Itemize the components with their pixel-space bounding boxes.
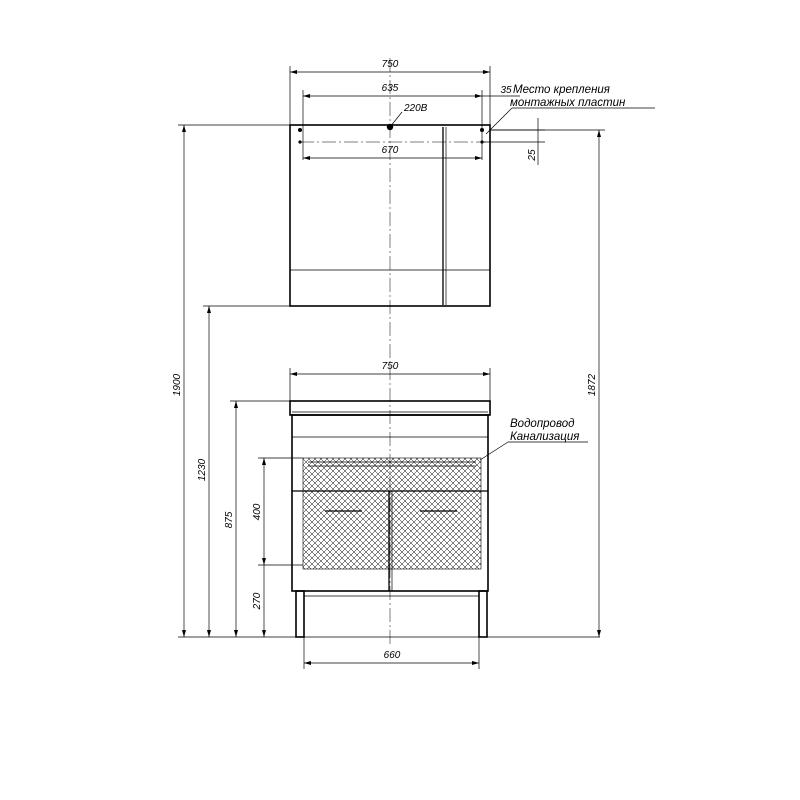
dim-plate-height: 25 [527, 149, 538, 161]
dim-vanity-width: 750 [381, 361, 399, 372]
dim-service-zone: 400 [252, 503, 263, 521]
mounting-note-line2: монтажных пластин [510, 97, 626, 109]
plumbing-note-line2: Канализация [510, 431, 580, 443]
socket-label: 220B [404, 103, 428, 114]
mirror-dimensions [290, 59, 655, 165]
dim-plate-offset: 35 [500, 85, 512, 96]
dim-plates-span: 635 [381, 83, 399, 94]
dim-leg-height: 270 [252, 592, 263, 610]
leg-right [479, 591, 487, 637]
dim-mirror-bottom: 1230 [197, 458, 208, 482]
leg-left [296, 591, 304, 637]
dim-mirror-width: 750 [381, 59, 399, 70]
dim-inner-width: 670 [381, 145, 399, 156]
dim-overall-height: 1900 [172, 373, 183, 397]
mounting-note-line1: Место крепления [513, 84, 610, 96]
dim-legs-span: 660 [383, 650, 401, 661]
mounting-screw-icon [298, 140, 301, 143]
dim-counter-height: 875 [224, 511, 235, 529]
dim-cabinet-top: 1872 [587, 373, 598, 397]
mounting-screw-icon [298, 128, 302, 132]
plumbing-note-line1: Водопровод [510, 418, 575, 430]
